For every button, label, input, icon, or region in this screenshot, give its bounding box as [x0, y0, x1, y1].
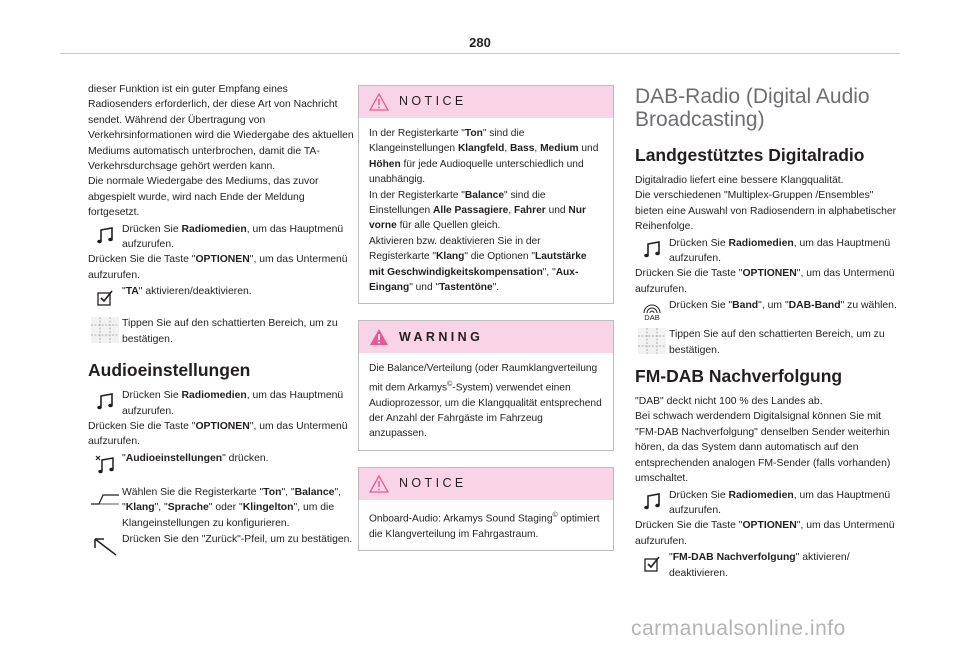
notice-box-arkamys [358, 467, 614, 551]
step-optionen: Drücken Sie die Taste "OPTIONEN", um das Untermenü aufzurufen. [88, 254, 348, 281]
warning-box [358, 320, 614, 450]
page-number: 280 [469, 35, 491, 50]
dab-step-optionen: Drücken Sie die Taste "OPTIONEN", um das Untermenü aufzurufen. [635, 268, 895, 295]
intro-paragraph: dieser Funktion ist ein guter Empfang eines Radiosenders erforderlich, der diese Art von Nachricht sendet. Während der Übertragung von Verkehrsinformationen wird die Wiedergabe des aktuellen Mediums automatisch unterbrochen, damit die TA-Verkehrsdurchsage gehört werden kann. [88, 84, 354, 173]
section-title-dab: DAB-Radio (Digital Audio Broadcasting) [635, 85, 870, 131]
warning-text: Die Balance/Verteilung (oder Raumklangverteilung mit dem Arkamys©-System) verwendet einen Audioprozessor, um die Klangqualität entsprechend der Anzahl der Fahrgäste im Fahrzeug anzupassen. [369, 363, 602, 440]
fmdab-paragraph-2: Bei schwach werdendem Digitalsignal können Sie mit "FM-DAB Nachverfolgung" denselben Sender weiterhin hören, da das System dann automatisch auf den entsprechenden analogen FM-Sender (falls vorhanden) umschaltet. [635, 411, 891, 485]
notice-klang-text: Aktivieren bzw. deaktivieren Sie in der Registerkarte "Klang" die Optionen "Lautstärke mit Geschwindigkeitskompensation", "Aux-Eingang" und "Tastentöne". [369, 235, 587, 294]
audio-step-tabs: Wählen Sie die Registerkarte "Ton", "Balance", "Klang", "Sprache" oder "Klingelton", um die Klangeinstellungen zu konfigurieren. [88, 485, 354, 531]
music-note-icon [88, 222, 122, 250]
checkbox-icon [88, 284, 122, 312]
header-rule [60, 53, 900, 54]
watermark: carmanualsonline.info [631, 617, 846, 640]
notice-balance-text: In der Registerkarte "Balance" sind die Einstellungen Alle Passagiere, Fahrer und Nur vorne für alle Quellen gleich. [369, 189, 586, 232]
step-radiomedien: Drücken Sie Radiomedien, um das Hauptmenü aufzurufen. [88, 222, 354, 253]
audio-step-back: Drücken Sie den "Zurück"-Pfeil, um zu bestätigen. [88, 532, 354, 560]
intro-paragraph-2: Die normale Wiedergabe des Mediums, das zuvor abgespielt wurde, wird nach Ende der Meldung fortgesetzt. [88, 176, 319, 219]
back-arrow-icon [88, 532, 122, 560]
warning-triangle-icon [369, 475, 389, 493]
fmdab-paragraph-1: "DAB" deckt nicht 100 % des Landes ab. [635, 396, 823, 408]
shaded-area-icon [635, 327, 669, 355]
column-right [635, 85, 897, 581]
notice-header: NOTICE [359, 468, 613, 500]
warning-header: WARNING [359, 321, 613, 353]
audio-step-settings: "Audioeinstellungen" drücken. [88, 451, 354, 479]
music-note-icon [635, 488, 669, 516]
music-note-icon [88, 388, 122, 416]
dab-radio-icon: DAB [635, 298, 669, 326]
column-middle [358, 85, 614, 567]
step-ta: "TA" aktivieren/deaktivieren. [88, 284, 354, 312]
heading-fm-dab: FM-DAB Nachverfolgung [635, 366, 843, 387]
music-settings-icon [88, 451, 122, 479]
notice-arkamys-text: Onboard-Audio: Arkamys Sound Staging© optimiert die Klangverteilung im Fahrgastraum. [369, 511, 600, 540]
dab-step-band: DAB Drücken Sie "Band", um "DAB-Band" zu wählen. [635, 298, 897, 326]
column-left [88, 82, 354, 560]
notice-header: NOTICE [359, 86, 613, 118]
heading-landgestuetzt: Landgestütztes Digitalradio [635, 145, 865, 165]
notice-box-ton [358, 85, 614, 304]
audio-step-optionen: Drücken Sie die Taste "OPTIONEN", um das Untermenü aufzurufen. [88, 420, 348, 448]
step-confirm: Tippen Sie auf den schattierten Bereich, um zu bestätigen. [88, 316, 354, 347]
fmdab-step-radiomedien: Drücken Sie Radiomedien, um das Hauptmenü aufzurufen. [635, 488, 897, 519]
heading-audioeinstellungen: Audioeinstellungen [88, 360, 251, 381]
notice-ton-text: In der Registerkarte "Ton" sind die Klangeinstellungen Klangfeld, Bass, Medium und Höhen für jede Audioquelle unterschiedlich und unabhängig. [369, 128, 599, 186]
dab-step-confirm: Tippen Sie auf den schattierten Bereich, um zu bestätigen. [635, 327, 897, 358]
shaded-area-icon [88, 316, 122, 344]
music-note-icon [635, 236, 669, 264]
dab-step-radiomedien: Drücken Sie Radiomedien, um das Hauptmenü aufzurufen. [635, 236, 897, 267]
checkbox-icon [635, 550, 669, 578]
warning-triangle-icon [369, 93, 389, 111]
fmdab-step-toggle: "FM-DAB Nachverfolgung" aktivieren/ deaktivieren. [635, 550, 897, 581]
audio-step-radiomedien: Drücken Sie Radiomedien, um das Hauptmenü aufzurufen. [88, 388, 354, 419]
dab-paragraph-2: Die verschiedenen "Multiplex-Gruppen /Ensembles" bieten eine Auswahl von Radiosendern in alphabetischer Reihenfolge. [635, 190, 897, 233]
fmdab-step-optionen: Drücken Sie die Taste "OPTIONEN", um das Untermenü aufzurufen. [635, 520, 895, 547]
tab-icon [88, 485, 122, 513]
dab-paragraph-1: Digitalradio liefert eine bessere Klangqualität. [635, 175, 844, 186]
warning-triangle-icon [369, 328, 389, 346]
